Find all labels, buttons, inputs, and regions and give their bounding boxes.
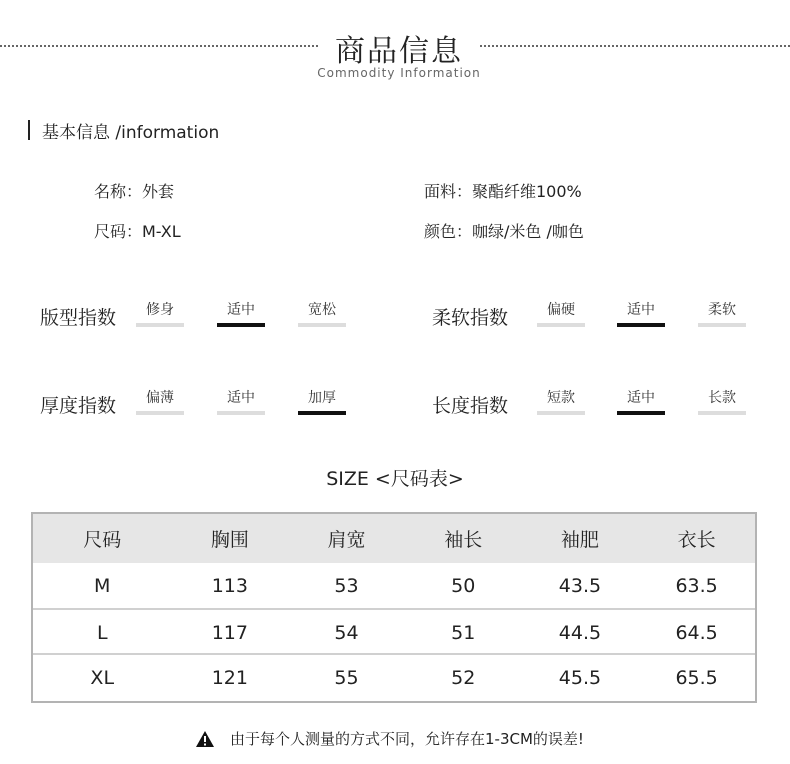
index-thickness-bar-1 xyxy=(136,411,184,415)
info-name: 名称：外套 xyxy=(94,182,175,201)
table-cell: 55 xyxy=(334,666,359,689)
table-cell: XL xyxy=(90,666,115,689)
table-cell: 54 xyxy=(334,621,359,644)
index-length-option-3: 长款 xyxy=(708,390,736,406)
page-subtitle: Commodity Information xyxy=(317,66,481,80)
index-label-thickness: 厚度指数 xyxy=(40,395,117,417)
table-header-cell: 衣长 xyxy=(677,529,716,551)
index-thickness-bar-3 xyxy=(298,411,346,415)
table-cell: 50 xyxy=(451,574,476,597)
table-cell: 117 xyxy=(211,621,248,644)
table-row xyxy=(33,610,755,655)
info-size: 尺码：M-XL xyxy=(94,222,181,241)
table-header-row xyxy=(33,514,755,563)
table-cell: 121 xyxy=(211,666,248,689)
index-thickness-bar-2 xyxy=(217,411,265,415)
table-cell: 63.5 xyxy=(675,574,718,597)
table-header-cell: 肩宽 xyxy=(327,529,366,551)
info-fabric: 面料：聚酯纤维100% xyxy=(424,182,582,201)
table-cell: 64.5 xyxy=(675,621,718,644)
index-fit-option-1: 修身 xyxy=(146,302,174,318)
index-thickness-option-1: 偏薄 xyxy=(146,390,174,406)
warning-icon xyxy=(196,731,214,747)
table-cell: 113 xyxy=(211,574,248,597)
index-softness-option-2: 适中 xyxy=(627,302,655,318)
index-label-length: 长度指数 xyxy=(432,395,509,417)
size-table xyxy=(31,512,757,703)
table-cell: 52 xyxy=(451,666,476,689)
table-row xyxy=(33,563,755,608)
index-fit-bar-2 xyxy=(217,323,265,327)
table-header-cell: 袖肥 xyxy=(560,529,599,551)
table-cell: 51 xyxy=(451,621,476,644)
table-header-cell: 尺码 xyxy=(83,529,122,551)
info-color: 颜色：咖绿/米色 /咖色 xyxy=(424,222,584,241)
index-softness-option-3: 柔软 xyxy=(708,302,736,318)
table-header-cell: 胸围 xyxy=(210,529,249,551)
index-length-bar-2 xyxy=(617,411,665,415)
index-thickness-option-2: 适中 xyxy=(227,390,255,406)
index-label-softness: 柔软指数 xyxy=(432,307,509,329)
table-header-cell: 袖长 xyxy=(444,529,483,551)
index-softness-bar-1 xyxy=(537,323,585,327)
index-length-bar-3 xyxy=(698,411,746,415)
index-thickness-option-3: 加厚 xyxy=(308,390,336,406)
table-cell: 65.5 xyxy=(675,666,718,689)
size-table-title: SIZE <尺码表> xyxy=(326,468,464,490)
table-cell: 43.5 xyxy=(558,574,602,597)
index-softness-option-1: 偏硬 xyxy=(547,302,575,318)
table-row xyxy=(33,655,755,700)
table-cell: 45.5 xyxy=(558,666,602,689)
table-cell: 44.5 xyxy=(558,621,602,644)
index-fit-option-3: 宽松 xyxy=(308,302,336,318)
table-cell: 53 xyxy=(334,574,359,597)
section-title: 基本信息 /information xyxy=(42,123,220,143)
index-fit-option-2: 适中 xyxy=(227,302,255,318)
note-text: 由于每个人测量的方式不同，允许存在1-3CM的误差! xyxy=(230,730,584,748)
index-length-option-1: 短款 xyxy=(547,390,575,406)
index-length-bar-1 xyxy=(537,411,585,415)
index-softness-bar-3 xyxy=(698,323,746,327)
table-cell: M xyxy=(94,574,111,597)
index-fit-bar-1 xyxy=(136,323,184,327)
page-title: 商品信息 xyxy=(335,34,463,69)
index-fit-bar-3 xyxy=(298,323,346,327)
index-softness-bar-2 xyxy=(617,323,665,327)
index-label-fit: 版型指数 xyxy=(40,307,117,329)
section-marker xyxy=(28,120,30,140)
index-length-option-2: 适中 xyxy=(627,390,655,406)
table-cell: L xyxy=(96,621,108,644)
measurement-note xyxy=(196,728,584,749)
